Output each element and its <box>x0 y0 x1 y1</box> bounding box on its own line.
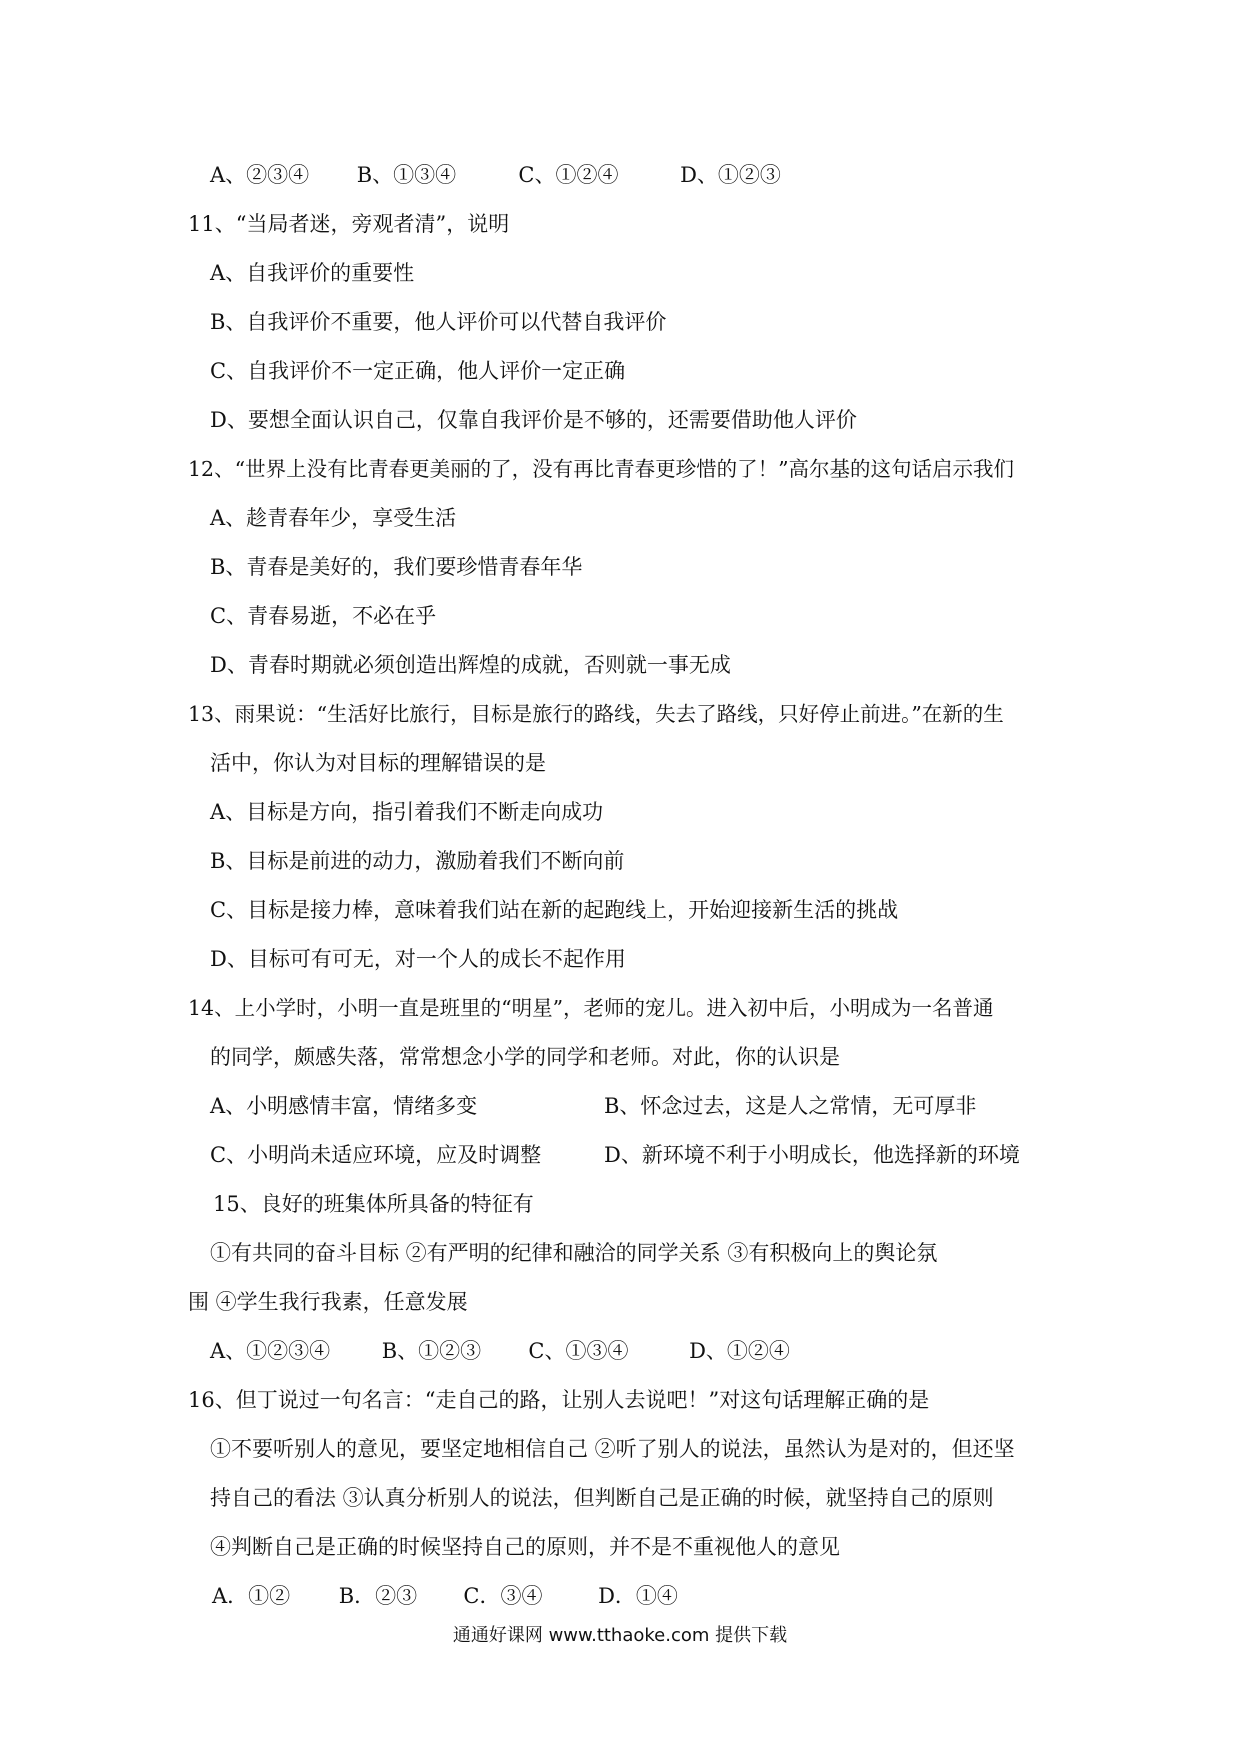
q11-option-c: C、自我评价不一定正确，他人评价一定正确 <box>210 359 626 383</box>
q15-stem: 15、良好的班集体所具备的特征有 <box>213 1192 534 1216</box>
q16-stem: 16、但丁说过一句名言：“走自己的路，让别人去说吧！”对这句话理解正确的是 <box>188 1388 930 1412</box>
option: D、①②④ <box>689 1339 790 1363</box>
q12-stem: 12、“世界上没有比青春更美丽的了，没有再比青春更珍惜的了！”高尔基的这句话启示我们 <box>188 457 1015 481</box>
q12-option-a: A、趁青春年少，享受生活 <box>210 506 457 530</box>
q11-option-d: D、要想全面认识自己，仅靠自我评价是不够的，还需要借助他人评价 <box>210 408 857 432</box>
option: D．①④ <box>598 1584 678 1608</box>
q11-option-a: A、自我评价的重要性 <box>210 261 415 285</box>
q14-option-b: B、怀念过去，这是人之常情，无可厚非 <box>604 1094 977 1118</box>
option: C、①②④ <box>518 163 619 187</box>
q15-items-line1: ①有共同的奋斗目标 ②有严明的纪律和融洽的同学关系 ③有积极向上的舆论氛 <box>210 1241 938 1265</box>
q13-option-c: C、目标是接力棒，意味着我们站在新的起跑线上，开始迎接新生活的挑战 <box>210 898 899 922</box>
q13-stem-line1: 13、雨果说：“生活好比旅行，目标是旅行的路线，失去了路线，只好停止前进。”在新的生 <box>188 702 1004 726</box>
q15-options <box>210 1336 790 1366</box>
option: A．①② <box>212 1584 291 1608</box>
option: C．③④ <box>463 1584 543 1608</box>
option: B．②③ <box>338 1584 418 1608</box>
page-footer: 通通好课网 www.tthaoke.com 提供下载 <box>452 1625 788 1646</box>
q16-items-line3: ④判断自己是正确的时候坚持自己的原则，并不是不重视他人的意见 <box>210 1535 840 1559</box>
option: B、①③④ <box>356 163 457 187</box>
q14-stem-line2: 的同学，颇感失落，常常想念小学的同学和老师。对此，你的认识是 <box>210 1045 840 1069</box>
q12-option-c: C、青春易逝，不必在乎 <box>210 604 437 628</box>
q16-items-line2: 持自己的看法 ③认真分析别人的说法，但判断自己是正确的时候，就坚持自己的原则 <box>210 1486 994 1510</box>
q14-stem-line1: 14、上小学时，小明一直是班里的“明星”，老师的宠儿。进入初中后，小明成为一名普通 <box>188 996 994 1020</box>
option: C、①③④ <box>528 1339 629 1363</box>
q14-option-a: A、小明感情丰富，情绪多变 <box>210 1094 478 1118</box>
q13-option-a: A、目标是方向，指引着我们不断走向成功 <box>210 800 604 824</box>
q11-stem: 11、“当局者迷，旁观者清”，说明 <box>188 212 510 236</box>
q13-option-d: D、目标可有可无，对一个人的成长不起作用 <box>210 947 626 971</box>
q12-option-b: B、青春是美好的，我们要珍惜青春年华 <box>210 555 583 579</box>
q14-option-d: D、新环境不利于小明成长，他选择新的环境 <box>604 1143 1020 1167</box>
q16-options <box>212 1581 678 1611</box>
option: D、①②③ <box>680 163 781 187</box>
q12-option-d: D、青春时期就必须创造出辉煌的成就，否则就一事无成 <box>210 653 731 677</box>
option: B、①②③ <box>381 1339 482 1363</box>
q11-option-b: B、自我评价不重要，他人评价可以代替自我评价 <box>210 310 667 334</box>
q13-stem-line2: 活中，你认为对目标的理解错误的是 <box>210 751 546 775</box>
q14-option-c: C、小明尚未适应环境，应及时调整 <box>210 1143 542 1167</box>
option: A、①②③④ <box>210 1339 331 1363</box>
option: A、②③④ <box>210 163 310 187</box>
q10-options <box>210 160 781 190</box>
q15-items-line2: 围 ④学生我行我素，任意发展 <box>188 1290 468 1314</box>
q13-option-b: B、目标是前进的动力，激励着我们不断向前 <box>210 849 625 873</box>
q16-items-line1: ①不要听别人的意见，要坚定地相信自己 ②听了别人的说法，虽然认为是对的，但还坚 <box>210 1437 1015 1461</box>
